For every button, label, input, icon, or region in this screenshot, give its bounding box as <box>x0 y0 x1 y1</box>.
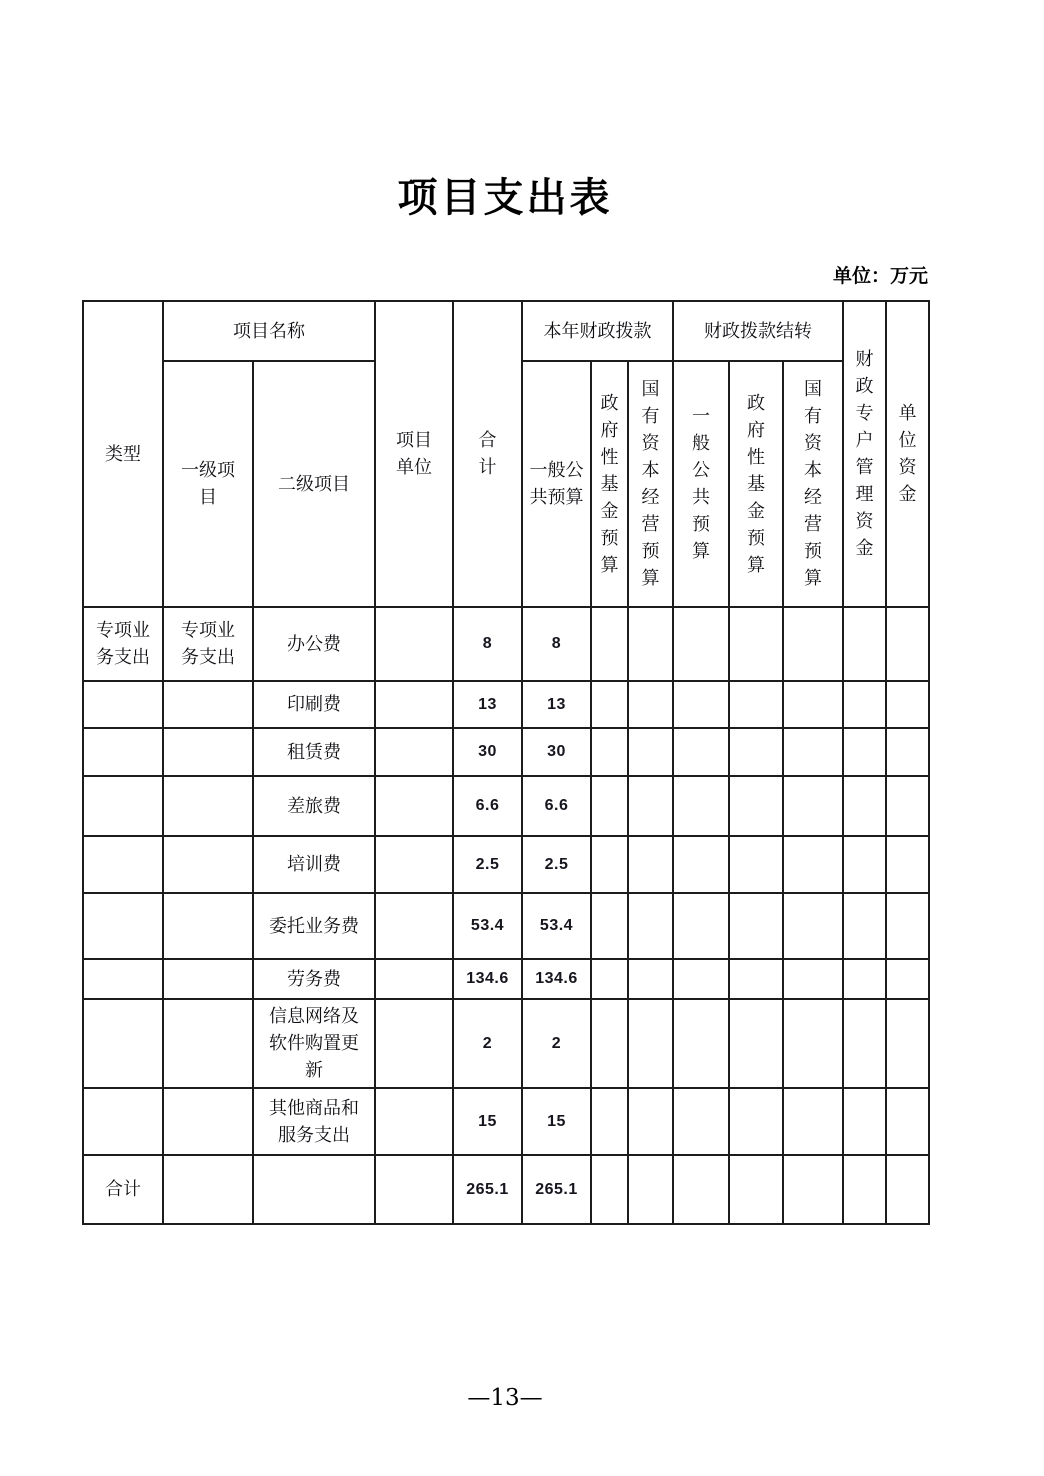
cell-co-statecap <box>783 959 843 999</box>
cell-project-unit <box>375 1155 453 1224</box>
cell-cy-govfund <box>591 728 628 776</box>
cell-level1 <box>163 681 253 728</box>
cell-special-account <box>843 959 886 999</box>
header-unit-funds-label: 单位资金 <box>898 403 917 504</box>
header-project-name: 项目名称 <box>163 301 375 361</box>
header-cy-general-public-budget <box>522 361 591 607</box>
table-row <box>83 959 929 999</box>
cell-cy-general: 53.4 <box>522 893 591 959</box>
cell-unit-funds <box>886 681 929 728</box>
cell-cy-statecap <box>628 607 673 681</box>
cell-cy-statecap <box>628 728 673 776</box>
cell-co-statecap <box>783 1088 843 1155</box>
cell-level2: 劳务费 <box>253 959 375 999</box>
cell-project-unit <box>375 728 453 776</box>
cell-co-statecap <box>783 776 843 836</box>
cell-co-statecap <box>783 836 843 893</box>
cell-project-unit <box>375 959 453 999</box>
cell-type <box>83 1088 163 1155</box>
cell-level1 <box>163 1088 253 1155</box>
cell-type <box>83 959 163 999</box>
cell-total: 265.1 <box>453 1155 522 1224</box>
table-row <box>83 776 929 836</box>
cell-unit-funds <box>886 999 929 1088</box>
cell-cy-statecap <box>628 999 673 1088</box>
header-co-statecap-label: 国有资本经营预算 <box>804 379 822 588</box>
header-cy-govfund-label: 政府性基金预算 <box>600 392 619 575</box>
cell-cy-general: 13 <box>522 681 591 728</box>
cell-cy-govfund <box>591 1155 628 1224</box>
cell-level2 <box>253 1088 375 1155</box>
cell-cy-govfund <box>591 607 628 681</box>
cell-co-statecap <box>783 1155 843 1224</box>
header-total <box>453 301 522 607</box>
cell-type <box>83 836 163 893</box>
cell-co-general <box>673 607 729 681</box>
cell-special-account <box>843 776 886 836</box>
cell-co-general <box>673 836 729 893</box>
cell-co-govfund <box>729 681 783 728</box>
cell-co-general <box>673 728 729 776</box>
cell-level2: 培训费 <box>253 836 375 893</box>
cell-unit-funds <box>886 893 929 959</box>
cell-cy-general: 265.1 <box>522 1155 591 1224</box>
cell-unit-funds <box>886 776 929 836</box>
header-total-label: 合计 <box>478 430 497 477</box>
cell-level2 <box>253 999 375 1088</box>
cell-co-govfund <box>729 999 783 1088</box>
cell-co-govfund <box>729 1155 783 1224</box>
cell-total: 53.4 <box>453 893 522 959</box>
cell-cy-general: 2.5 <box>522 836 591 893</box>
cell-unit-funds <box>886 959 929 999</box>
cell-special-account <box>843 1088 886 1155</box>
cell-co-general <box>673 893 729 959</box>
cell-cy-general: 2 <box>522 999 591 1088</box>
cell-level2 <box>253 1155 375 1224</box>
cell-project-unit <box>375 836 453 893</box>
cell-co-general <box>673 681 729 728</box>
header-cy-general-label: 一般公共预算 <box>529 460 584 507</box>
cell-level1 <box>163 728 253 776</box>
cell-total: 8 <box>453 607 522 681</box>
cell-level2: 办公费 <box>253 607 375 681</box>
cell-type <box>83 728 163 776</box>
cell-level1 <box>163 893 253 959</box>
cell-unit-funds <box>886 1088 929 1155</box>
cell-co-general <box>673 959 729 999</box>
header-level1-label: 一级项目 <box>180 460 235 507</box>
cell-total: 2 <box>453 999 522 1088</box>
cell-level1 <box>163 1155 253 1224</box>
header-project-unit <box>375 301 453 607</box>
cell-co-govfund <box>729 776 783 836</box>
cell-cy-govfund <box>591 893 628 959</box>
page-number: —13— <box>467 1385 543 1411</box>
cell-cy-statecap <box>628 776 673 836</box>
header-co-govfund-label: 政府性基金预算 <box>747 392 765 575</box>
cell-cy-statecap <box>628 681 673 728</box>
header-fiscal-special-account-label: 财政专户管理资金 <box>855 349 874 558</box>
cell-unit-funds <box>886 1155 929 1224</box>
table-row <box>83 836 929 893</box>
table-row <box>83 999 929 1088</box>
header-project-unit-label: 项目单位 <box>396 430 432 477</box>
cell-cy-govfund <box>591 999 628 1088</box>
cell-project-unit <box>375 607 453 681</box>
cell-type: 合计 <box>83 1155 163 1224</box>
cell-special-account <box>843 1155 886 1224</box>
cell-level2-text: 其他商品和服务支出 <box>269 1097 359 1145</box>
cell-special-account <box>843 836 886 893</box>
table-row <box>83 728 929 776</box>
cell-unit-funds <box>886 607 929 681</box>
cell-special-account <box>843 607 886 681</box>
header-co-general-public-budget <box>673 361 729 607</box>
cell-type <box>83 893 163 959</box>
cell-cy-general: 30 <box>522 728 591 776</box>
cell-total: 15 <box>453 1088 522 1155</box>
header-level1-project <box>163 361 253 607</box>
cell-total: 134.6 <box>453 959 522 999</box>
cell-co-govfund <box>729 836 783 893</box>
cell-co-statecap <box>783 607 843 681</box>
cell-special-account <box>843 999 886 1088</box>
cell-cy-statecap <box>628 1088 673 1155</box>
table-row <box>83 681 929 728</box>
header-co-general-label: 一般公共预算 <box>692 406 710 561</box>
cell-cy-govfund <box>591 836 628 893</box>
cell-cy-general: 134.6 <box>522 959 591 999</box>
cell-level1-text: 专项业务支出 <box>180 620 235 667</box>
cell-level1 <box>163 836 253 893</box>
cell-type <box>83 607 163 681</box>
cell-co-general <box>673 1088 729 1155</box>
cell-level2: 委托业务费 <box>253 893 375 959</box>
header-current-year-appropriation: 本年财政拨款 <box>522 301 673 361</box>
cell-special-account <box>843 681 886 728</box>
cell-co-general <box>673 776 729 836</box>
cell-type-text: 专项业务支出 <box>95 620 150 667</box>
cell-total: 2.5 <box>453 836 522 893</box>
header-cy-statecap-label: 国有资本经营预算 <box>641 379 660 588</box>
cell-co-govfund <box>729 893 783 959</box>
cell-special-account <box>843 893 886 959</box>
header-co-government-fund-budget <box>729 361 783 607</box>
cell-level2: 差旅费 <box>253 776 375 836</box>
unit-note: 单位：万元 <box>832 266 928 287</box>
cell-type <box>83 681 163 728</box>
cell-project-unit <box>375 776 453 836</box>
header-cy-government-fund-budget <box>591 361 628 607</box>
cell-level1 <box>163 776 253 836</box>
cell-cy-statecap <box>628 1155 673 1224</box>
cell-level1 <box>163 959 253 999</box>
cell-level1 <box>163 607 253 681</box>
table-row-total <box>83 1155 929 1224</box>
cell-cy-govfund <box>591 1088 628 1155</box>
cell-co-general <box>673 1155 729 1224</box>
cell-cy-govfund <box>591 776 628 836</box>
cell-special-account <box>843 728 886 776</box>
cell-project-unit <box>375 893 453 959</box>
cell-total: 30 <box>453 728 522 776</box>
cell-level1 <box>163 999 253 1088</box>
cell-level2-text: 信息网络及软件购置更新 <box>269 1006 359 1080</box>
table-row <box>83 893 929 959</box>
cell-cy-statecap <box>628 959 673 999</box>
cell-total: 6.6 <box>453 776 522 836</box>
project-expenditure-table <box>82 300 930 1225</box>
table-row <box>83 607 929 681</box>
cell-unit-funds <box>886 728 929 776</box>
cell-co-govfund <box>729 607 783 681</box>
table-row <box>83 1088 929 1155</box>
page-title: 项目支出表 <box>397 174 613 221</box>
cell-cy-general: 8 <box>522 607 591 681</box>
cell-cy-general: 15 <box>522 1088 591 1155</box>
cell-co-govfund <box>729 728 783 776</box>
cell-co-statecap <box>783 681 843 728</box>
cell-level2: 租赁费 <box>253 728 375 776</box>
cell-type <box>83 999 163 1088</box>
header-type: 类型 <box>83 301 163 607</box>
cell-cy-general: 6.6 <box>522 776 591 836</box>
cell-project-unit <box>375 999 453 1088</box>
cell-total: 13 <box>453 681 522 728</box>
header-fiscal-special-account <box>843 301 886 607</box>
cell-cy-statecap <box>628 893 673 959</box>
cell-type <box>83 776 163 836</box>
header-cy-state-capital-budget <box>628 361 673 607</box>
cell-co-govfund <box>729 959 783 999</box>
header-unit-funds <box>886 301 929 607</box>
cell-cy-govfund <box>591 681 628 728</box>
header-row-groups <box>83 301 929 361</box>
header-level2-project: 二级项目 <box>253 361 375 607</box>
cell-cy-statecap <box>628 836 673 893</box>
cell-co-govfund <box>729 1088 783 1155</box>
cell-unit-funds <box>886 836 929 893</box>
cell-co-statecap <box>783 728 843 776</box>
cell-co-statecap <box>783 893 843 959</box>
cell-project-unit <box>375 1088 453 1155</box>
header-appropriation-carryover: 财政拨款结转 <box>673 301 843 361</box>
cell-level2: 印刷费 <box>253 681 375 728</box>
cell-cy-govfund <box>591 959 628 999</box>
cell-co-general <box>673 999 729 1088</box>
cell-co-statecap <box>783 999 843 1088</box>
header-co-state-capital-budget <box>783 361 843 607</box>
cell-project-unit <box>375 681 453 728</box>
